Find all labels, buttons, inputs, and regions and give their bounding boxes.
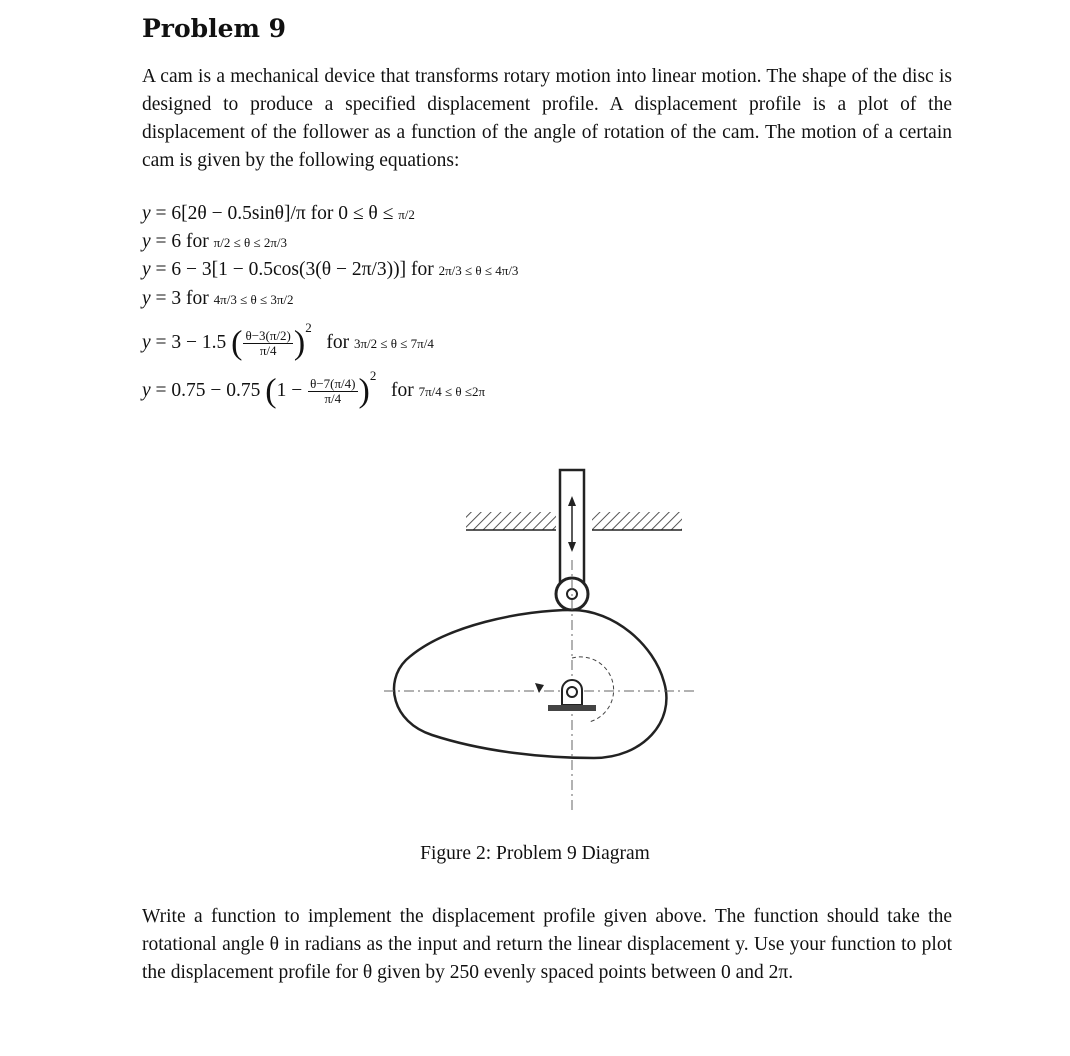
problem-title: Problem 9 [142, 14, 287, 43]
eq6-denominator: π/4 [324, 391, 342, 407]
eq5-range: 3π/2 ≤ θ ≤ 7π/4 [353, 336, 434, 351]
eq5-fraction [243, 329, 292, 358]
eq3-range: 2π/3 ≤ θ ≤ 4π/3 [438, 263, 519, 278]
eq4-lhs: y [142, 288, 151, 309]
cam-diagram [384, 460, 694, 820]
pivot-base [548, 705, 596, 711]
eq5-lhs: y [142, 332, 151, 353]
eq2-range: π/2 ≤ θ ≤ 2π/3 [213, 235, 288, 250]
equation-3 [142, 259, 518, 281]
cam-profile [394, 610, 666, 758]
eq5-body: = 3 − 1.5 [150, 332, 232, 353]
eq6-lhs: y [142, 380, 151, 401]
outro-paragraph: Write a function to implement the displacement profile given above. The function should take the rotational angle θ in radians as the input and return the linear displacement y. Use your function to plot the displacement profile for θ given by 250 evenly spaced points between 0 and 2π. [142, 906, 952, 983]
ground-hatch-left [466, 512, 556, 530]
rotation-arrow-head [535, 683, 544, 693]
eq5-open-paren: ( [231, 324, 243, 362]
eq1-lhs: y [142, 203, 151, 224]
eq6-close-paren: ) [358, 372, 370, 410]
eq3-body: = 6 − 3[1 − 0.5cos(3(θ − 2π/3))] for [150, 259, 439, 280]
ground-hatch-right [592, 512, 682, 530]
eq3-lhs: y [142, 259, 151, 280]
eq5-numerator: θ−3(π/2) [245, 328, 291, 344]
eq4-body: = 3 for [150, 288, 214, 309]
eq5-exponent: 2 [305, 320, 312, 335]
equation-5 [142, 320, 434, 362]
eq2-lhs: y [142, 231, 151, 252]
eq6-body: = 0.75 − 0.75 [150, 380, 266, 401]
eq6-range: 7π/4 ≤ θ ≤2π [418, 384, 486, 399]
eq5-close-paren: ) [293, 324, 306, 362]
figure-caption: Figure 2: Problem 9 Diagram [420, 843, 650, 864]
equation-6 [142, 368, 486, 410]
eq6-exponent: 2 [369, 368, 377, 383]
equation-1 [142, 203, 415, 225]
eq5-denominator: π/4 [259, 343, 277, 359]
eq4-range: 4π/3 ≤ θ ≤ 3π/2 [213, 292, 294, 307]
equation-2 [142, 231, 287, 253]
eq1-range: π/2 [398, 207, 415, 222]
eq1-body: = 6[2θ − 0.5sinθ]/π for 0 ≤ θ ≤ [150, 203, 399, 224]
eq6-numerator: θ−7(π/4) [310, 376, 356, 392]
eq6-one-minus: 1 − [276, 380, 308, 401]
cam-shaft [567, 687, 577, 697]
eq2-body: = 6 for [150, 231, 214, 252]
eq6-fraction [308, 377, 357, 406]
equation-4 [142, 288, 294, 310]
intro-paragraph: A cam is a mechanical device that transforms rotary motion into linear motion. The shape of the disc is designed to produce a specified displacement profile. A displacement profile is a plot of the displacement of the follower as a function of the angle of rotation of the cam. The motion of a certain cam is given by the following equations: [142, 66, 952, 171]
eq5-for: for [326, 332, 354, 353]
eq6-open-paren: ( [265, 372, 277, 410]
eq6-for: for [390, 380, 419, 401]
